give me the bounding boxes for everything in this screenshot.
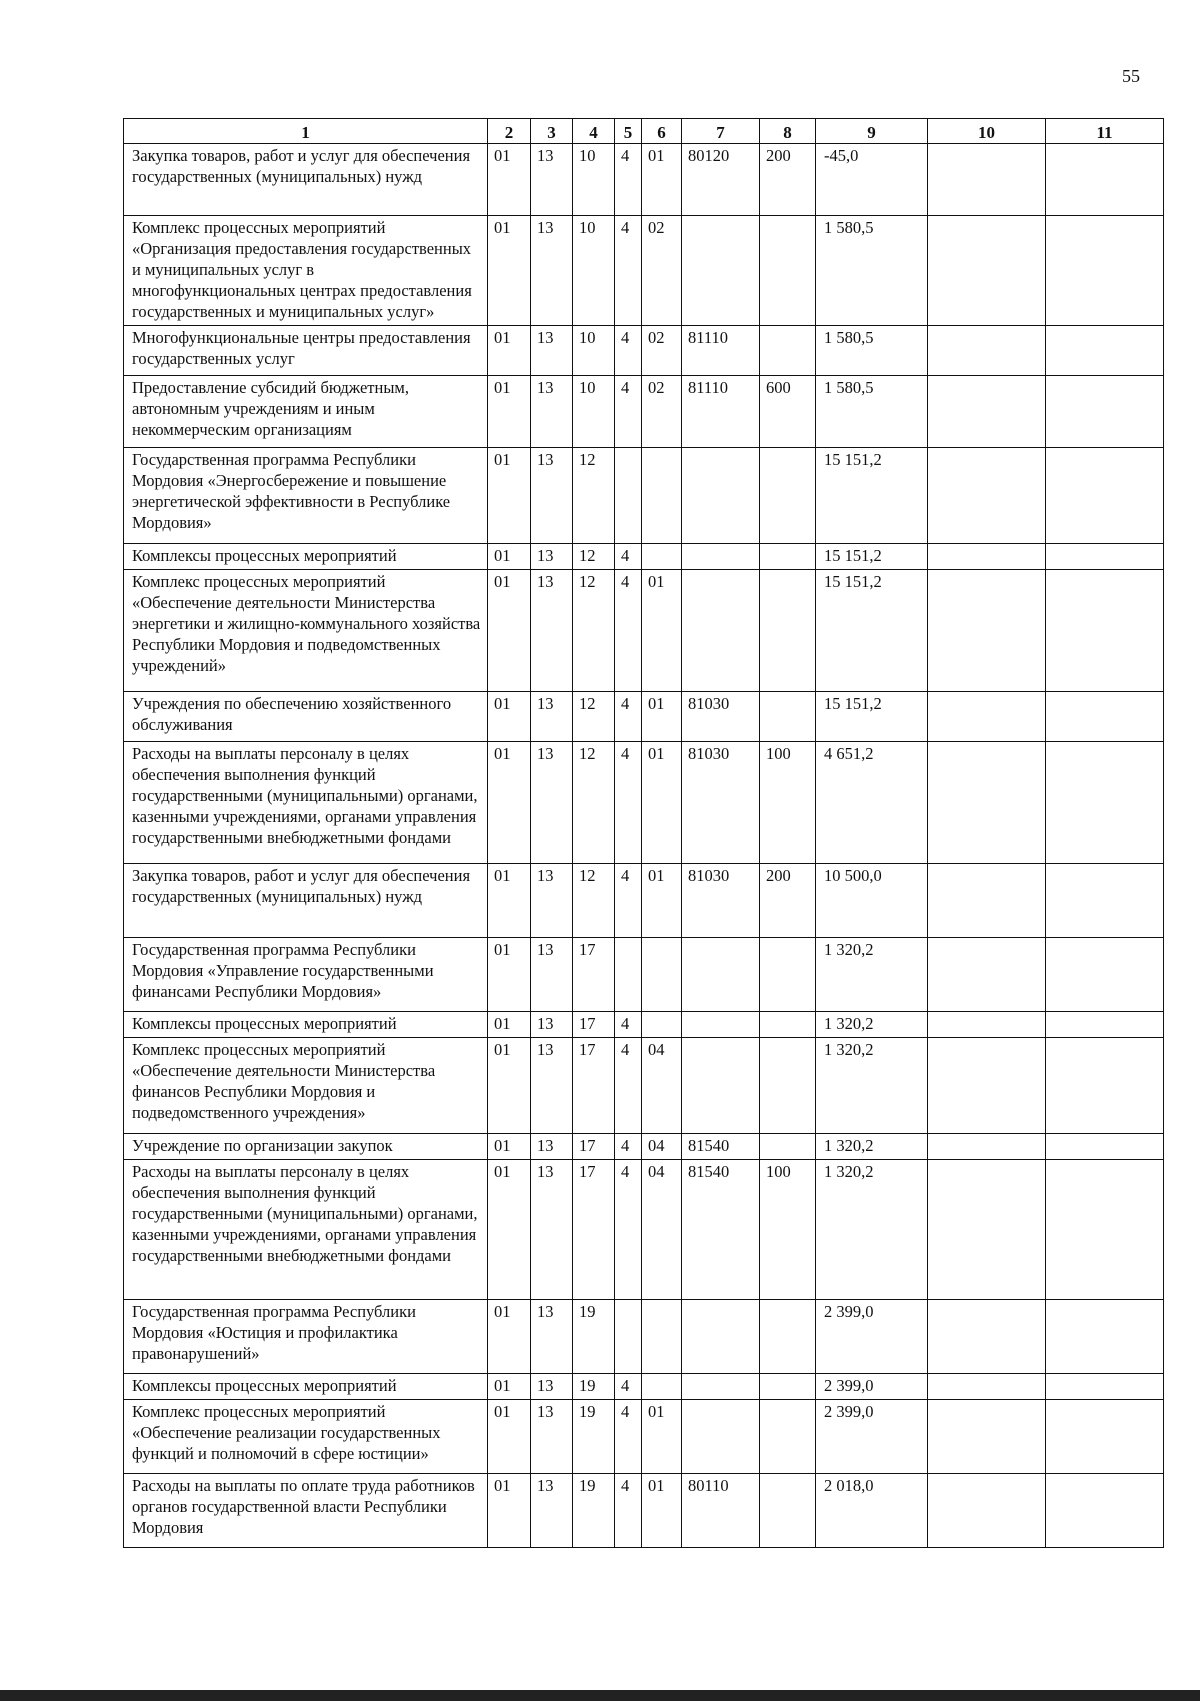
cell-c4: 10	[573, 216, 615, 326]
cell-c7: 80110	[682, 1474, 760, 1548]
row-name-cell: Комплексы процессных мероприятий	[124, 544, 488, 570]
cell-c6: 01	[642, 144, 682, 216]
cell-c10	[928, 1038, 1046, 1134]
cell-c5: 4	[615, 692, 642, 742]
row-name-cell: Комплексы процессных мероприятий	[124, 1012, 488, 1038]
cell-c2: 01	[488, 742, 531, 864]
table-row	[124, 144, 1164, 216]
cell-c5: 4	[615, 1012, 642, 1038]
cell-c10	[928, 326, 1046, 376]
cell-c2: 01	[488, 448, 531, 544]
cell-c8: 200	[760, 864, 816, 938]
cell-c10	[928, 1474, 1046, 1548]
cell-c4: 12	[573, 742, 615, 864]
cell-c9: 10 500,0	[816, 864, 928, 938]
cell-c6	[642, 1012, 682, 1038]
cell-c10	[928, 1374, 1046, 1400]
cell-c6: 01	[642, 1400, 682, 1474]
cell-c9: 1 320,2	[816, 1134, 928, 1160]
cell-c3: 13	[531, 544, 573, 570]
cell-c6: 02	[642, 216, 682, 326]
row-name-cell: Комплекс процессных мероприятий «Обеспечение деятельности Министерства энергетики и жилищно-коммунального хозяйства Республики Мордовия и подведомственных учреждений»	[124, 570, 488, 692]
cell-c3: 13	[531, 1038, 573, 1134]
cell-c5: 4	[615, 1374, 642, 1400]
row-name-cell: Комплекс процессных мероприятий «Обеспечение реализации государственных функций и полномочий в сфере юстиции»	[124, 1400, 488, 1474]
table-row	[124, 1400, 1164, 1474]
row-name-cell: Государственная программа Республики Мордовия «Энергосбережение и повышение энергетической эффективности в Республике Мордовия»	[124, 448, 488, 544]
cell-c7	[682, 570, 760, 692]
column-header: 1	[124, 119, 488, 144]
cell-c11	[1046, 692, 1164, 742]
column-header: 11	[1046, 119, 1164, 144]
cell-c9: 2 399,0	[816, 1374, 928, 1400]
cell-c7	[682, 1012, 760, 1038]
cell-c7	[682, 448, 760, 544]
cell-c6: 01	[642, 742, 682, 864]
cell-c2: 01	[488, 692, 531, 742]
cell-c9: 4 651,2	[816, 742, 928, 864]
cell-c7	[682, 544, 760, 570]
table-row	[124, 1012, 1164, 1038]
cell-c7: 81110	[682, 376, 760, 448]
cell-c7: 81030	[682, 864, 760, 938]
table-row	[124, 448, 1164, 544]
cell-c2: 01	[488, 1038, 531, 1134]
cell-c10	[928, 864, 1046, 938]
cell-c11	[1046, 1012, 1164, 1038]
cell-c5: 4	[615, 570, 642, 692]
cell-c9: 1 320,2	[816, 1012, 928, 1038]
cell-c3: 13	[531, 144, 573, 216]
cell-c8	[760, 692, 816, 742]
cell-c11	[1046, 1474, 1164, 1548]
cell-c2: 01	[488, 1012, 531, 1038]
row-name-cell: Государственная программа Республики Мордовия «Юстиция и профилактика правонарушений»	[124, 1300, 488, 1374]
cell-c3: 13	[531, 742, 573, 864]
cell-c7: 81540	[682, 1160, 760, 1300]
cell-c3: 13	[531, 448, 573, 544]
cell-c11	[1046, 544, 1164, 570]
cell-c5: 4	[615, 1134, 642, 1160]
cell-c11	[1046, 1300, 1164, 1374]
cell-c4: 17	[573, 1012, 615, 1038]
cell-c4: 12	[573, 864, 615, 938]
cell-c5: 4	[615, 544, 642, 570]
cell-c8	[760, 1300, 816, 1374]
cell-c3: 13	[531, 1400, 573, 1474]
cell-c3: 13	[531, 1160, 573, 1300]
cell-c10	[928, 1012, 1046, 1038]
cell-c6: 04	[642, 1134, 682, 1160]
cell-c4: 12	[573, 448, 615, 544]
cell-c9: 1 320,2	[816, 1160, 928, 1300]
cell-c9: 15 151,2	[816, 448, 928, 544]
cell-c5: 4	[615, 144, 642, 216]
table-row	[124, 692, 1164, 742]
cell-c3: 13	[531, 326, 573, 376]
cell-c2: 01	[488, 216, 531, 326]
cell-c8: 100	[760, 742, 816, 864]
cell-c10	[928, 448, 1046, 544]
cell-c2: 01	[488, 1474, 531, 1548]
cell-c6	[642, 1374, 682, 1400]
table-row	[124, 864, 1164, 938]
cell-c2: 01	[488, 570, 531, 692]
column-header: 9	[816, 119, 928, 144]
cell-c6: 01	[642, 1474, 682, 1548]
cell-c8	[760, 1012, 816, 1038]
cell-c7: 81030	[682, 742, 760, 864]
cell-c3: 13	[531, 1134, 573, 1160]
table-row	[124, 326, 1164, 376]
cell-c11	[1046, 742, 1164, 864]
cell-c4: 12	[573, 692, 615, 742]
cell-c7	[682, 1374, 760, 1400]
cell-c4: 19	[573, 1400, 615, 1474]
cell-c5	[615, 1300, 642, 1374]
cell-c2: 01	[488, 326, 531, 376]
cell-c11	[1046, 448, 1164, 544]
cell-c2: 01	[488, 1374, 531, 1400]
cell-c11	[1046, 1374, 1164, 1400]
cell-c8: 100	[760, 1160, 816, 1300]
cell-c3: 13	[531, 376, 573, 448]
column-header: 2	[488, 119, 531, 144]
cell-c8	[760, 570, 816, 692]
cell-c3: 13	[531, 1300, 573, 1374]
cell-c8	[760, 1038, 816, 1134]
cell-c3: 13	[531, 1474, 573, 1548]
cell-c11	[1046, 376, 1164, 448]
table-row	[124, 570, 1164, 692]
cell-c2: 01	[488, 1134, 531, 1160]
cell-c9: 1 320,2	[816, 1038, 928, 1134]
cell-c8	[760, 938, 816, 1012]
cell-c8	[760, 1474, 816, 1548]
cell-c2: 01	[488, 376, 531, 448]
cell-c8	[760, 544, 816, 570]
cell-c4: 17	[573, 1038, 615, 1134]
cell-c6	[642, 938, 682, 1012]
cell-c4: 10	[573, 376, 615, 448]
cell-c2: 01	[488, 1160, 531, 1300]
cell-c4: 19	[573, 1474, 615, 1548]
cell-c3: 13	[531, 216, 573, 326]
cell-c10	[928, 742, 1046, 864]
cell-c6	[642, 448, 682, 544]
cell-c8: 600	[760, 376, 816, 448]
cell-c4: 17	[573, 938, 615, 1012]
cell-c6	[642, 544, 682, 570]
cell-c8	[760, 326, 816, 376]
row-name-cell: Многофункциональные центры предоставления государственных услуг	[124, 326, 488, 376]
cell-c11	[1046, 1160, 1164, 1300]
cell-c9: 1 580,5	[816, 376, 928, 448]
cell-c10	[928, 1134, 1046, 1160]
row-name-cell: Закупка товаров, работ и услуг для обеспечения государственных (муниципальных) нужд	[124, 144, 488, 216]
cell-c5: 4	[615, 1400, 642, 1474]
column-header: 3	[531, 119, 573, 144]
cell-c10	[928, 1160, 1046, 1300]
cell-c3: 13	[531, 938, 573, 1012]
row-name-cell: Расходы на выплаты персоналу в целях обеспечения выполнения функций государственными (муниципальными) органами, казенными учреждениями, органами управления государственными внебюджетными фондами	[124, 742, 488, 864]
column-header: 10	[928, 119, 1046, 144]
cell-c8	[760, 1400, 816, 1474]
cell-c9: 15 151,2	[816, 692, 928, 742]
row-name-cell: Закупка товаров, работ и услуг для обеспечения государственных (муниципальных) нужд	[124, 864, 488, 938]
cell-c11	[1046, 864, 1164, 938]
cell-c9: 15 151,2	[816, 570, 928, 692]
cell-c7	[682, 1400, 760, 1474]
row-name-cell: Расходы на выплаты по оплате труда работников органов государственной власти Республики Мордовия	[124, 1474, 488, 1548]
cell-c4: 17	[573, 1134, 615, 1160]
cell-c2: 01	[488, 938, 531, 1012]
row-name-cell: Расходы на выплаты персоналу в целях обеспечения выполнения функций государственными (муниципальными) органами, казенными учреждениями, органами управления государственными внебюджетными фондами	[124, 1160, 488, 1300]
cell-c4: 17	[573, 1160, 615, 1300]
budget-table	[123, 118, 1164, 1548]
table-row	[124, 1160, 1164, 1300]
cell-c5	[615, 448, 642, 544]
table-row	[124, 1038, 1164, 1134]
cell-c3: 13	[531, 1374, 573, 1400]
table-row	[124, 544, 1164, 570]
cell-c8	[760, 216, 816, 326]
column-header: 4	[573, 119, 615, 144]
scan-edge	[0, 1690, 1200, 1701]
cell-c2: 01	[488, 864, 531, 938]
cell-c9: 2 399,0	[816, 1300, 928, 1374]
cell-c7	[682, 1300, 760, 1374]
column-header: 5	[615, 119, 642, 144]
cell-c8: 200	[760, 144, 816, 216]
table-header-row	[124, 119, 1164, 144]
column-header: 8	[760, 119, 816, 144]
cell-c10	[928, 544, 1046, 570]
cell-c6: 01	[642, 570, 682, 692]
cell-c3: 13	[531, 570, 573, 692]
cell-c11	[1046, 570, 1164, 692]
cell-c9: 15 151,2	[816, 544, 928, 570]
cell-c4: 10	[573, 144, 615, 216]
table-row	[124, 938, 1164, 1012]
cell-c6: 04	[642, 1038, 682, 1134]
cell-c10	[928, 144, 1046, 216]
table-row	[124, 376, 1164, 448]
page-number: 55	[1122, 66, 1140, 86]
cell-c5: 4	[615, 1038, 642, 1134]
table-row	[124, 1300, 1164, 1374]
row-name-cell: Государственная программа Республики Мордовия «Управление государственными финансами Республики Мордовия»	[124, 938, 488, 1012]
cell-c5: 4	[615, 864, 642, 938]
column-header: 6	[642, 119, 682, 144]
table-row	[124, 1474, 1164, 1548]
cell-c11	[1046, 938, 1164, 1012]
cell-c6: 02	[642, 376, 682, 448]
cell-c2: 01	[488, 1400, 531, 1474]
cell-c5: 4	[615, 742, 642, 864]
cell-c5: 4	[615, 1474, 642, 1548]
cell-c9: 1 580,5	[816, 216, 928, 326]
cell-c3: 13	[531, 1012, 573, 1038]
cell-c10	[928, 692, 1046, 742]
cell-c5: 4	[615, 1160, 642, 1300]
row-name-cell: Учреждения по обеспечению хозяйственного обслуживания	[124, 692, 488, 742]
cell-c3: 13	[531, 692, 573, 742]
cell-c5: 4	[615, 326, 642, 376]
cell-c8	[760, 1134, 816, 1160]
cell-c6: 02	[642, 326, 682, 376]
table-body	[124, 144, 1164, 1548]
cell-c10	[928, 216, 1046, 326]
cell-c7: 80120	[682, 144, 760, 216]
cell-c11	[1046, 144, 1164, 216]
cell-c10	[928, 1300, 1046, 1374]
cell-c9: 2 018,0	[816, 1474, 928, 1548]
cell-c11	[1046, 1134, 1164, 1160]
cell-c10	[928, 1400, 1046, 1474]
cell-c6: 01	[642, 864, 682, 938]
cell-c11	[1046, 1400, 1164, 1474]
cell-c7	[682, 216, 760, 326]
cell-c11	[1046, 216, 1164, 326]
table-row	[124, 216, 1164, 326]
cell-c11	[1046, 326, 1164, 376]
row-name-cell: Учреждение по организации закупок	[124, 1134, 488, 1160]
cell-c5: 4	[615, 376, 642, 448]
cell-c4: 19	[573, 1374, 615, 1400]
table-row	[124, 742, 1164, 864]
cell-c9: 1 580,5	[816, 326, 928, 376]
cell-c4: 12	[573, 544, 615, 570]
cell-c7	[682, 938, 760, 1012]
table-row	[124, 1134, 1164, 1160]
cell-c2: 01	[488, 544, 531, 570]
cell-c2: 01	[488, 144, 531, 216]
cell-c10	[928, 376, 1046, 448]
cell-c11	[1046, 1038, 1164, 1134]
cell-c5	[615, 938, 642, 1012]
column-header: 7	[682, 119, 760, 144]
cell-c2: 01	[488, 1300, 531, 1374]
cell-c6: 01	[642, 692, 682, 742]
cell-c9: 1 320,2	[816, 938, 928, 1012]
row-name-cell: Предоставление субсидий бюджетным, автономным учреждениям и иным некоммерческим организациям	[124, 376, 488, 448]
cell-c10	[928, 570, 1046, 692]
cell-c6	[642, 1300, 682, 1374]
row-name-cell: Комплекс процессных мероприятий «Обеспечение деятельности Министерства финансов Республики Мордовия и подведомственного учреждения»	[124, 1038, 488, 1134]
cell-c4: 12	[573, 570, 615, 692]
cell-c9: 2 399,0	[816, 1400, 928, 1474]
cell-c7: 81540	[682, 1134, 760, 1160]
cell-c8	[760, 448, 816, 544]
cell-c6: 04	[642, 1160, 682, 1300]
row-name-cell: Комплекс процессных мероприятий «Организация предоставления государственных и муниципальных услуг в многофункциональных центрах предоставления государственных и муниципальных услуг»	[124, 216, 488, 326]
cell-c4: 19	[573, 1300, 615, 1374]
cell-c4: 10	[573, 326, 615, 376]
cell-c5: 4	[615, 216, 642, 326]
cell-c7: 81110	[682, 326, 760, 376]
row-name-cell: Комплексы процессных мероприятий	[124, 1374, 488, 1400]
cell-c7: 81030	[682, 692, 760, 742]
cell-c9: -45,0	[816, 144, 928, 216]
cell-c3: 13	[531, 864, 573, 938]
cell-c8	[760, 1374, 816, 1400]
table-row	[124, 1374, 1164, 1400]
cell-c7	[682, 1038, 760, 1134]
cell-c10	[928, 938, 1046, 1012]
